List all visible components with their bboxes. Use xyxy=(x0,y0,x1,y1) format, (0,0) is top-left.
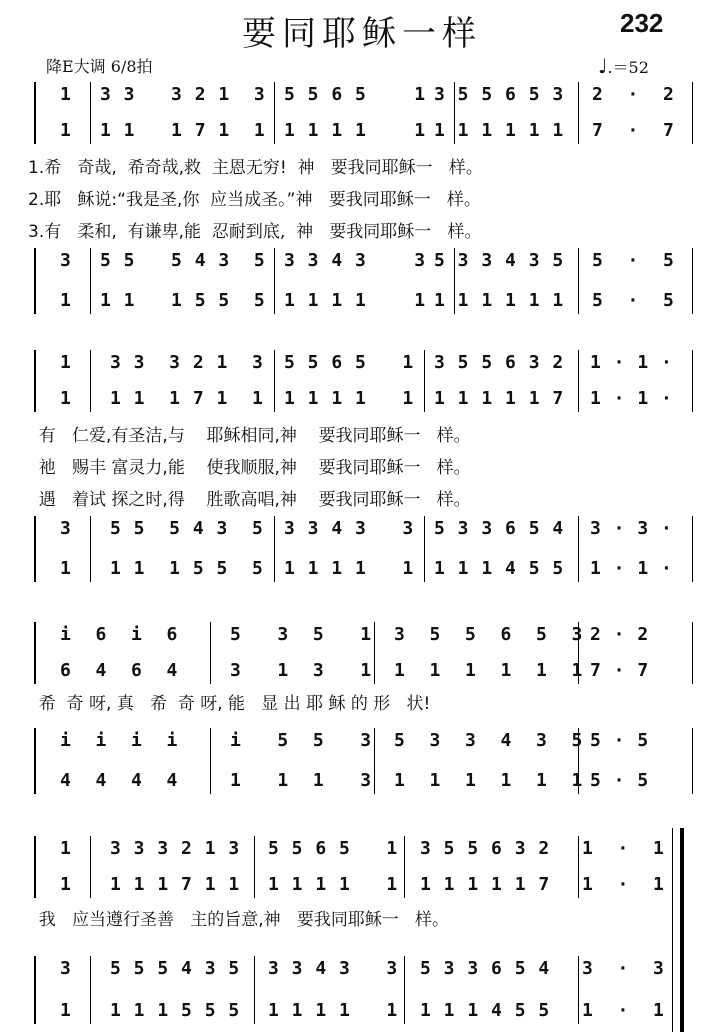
measure-notes: 1 1 1 1 1 1 xyxy=(434,290,565,311)
lyric-line: 希 奇 呀, 真 希 奇 呀, 能 显 出 耶 稣 的 形 状! xyxy=(28,694,431,714)
notation-line xyxy=(34,350,690,376)
notation-line xyxy=(34,386,690,412)
barline xyxy=(692,622,693,684)
notation-line xyxy=(34,556,690,582)
notation-line xyxy=(34,118,690,144)
notation-line xyxy=(34,768,690,794)
measure-notes: 1 · 1 · xyxy=(590,558,673,579)
measure-notes: 1 · 1 xyxy=(582,838,665,859)
measure-notes: 1 xyxy=(60,290,72,311)
tempo-value: .＝52 xyxy=(607,58,649,77)
measure-notes: 5 · 5 xyxy=(592,290,675,311)
measure-notes: 5 5 5 4 3 5 xyxy=(100,250,266,271)
measure-notes: 5 3 3 4 3 5 xyxy=(434,250,565,271)
barline xyxy=(692,82,693,144)
measure-notes: 5 · 5 xyxy=(590,770,650,791)
measure-notes: 1 xyxy=(60,838,72,859)
measure-notes: 5 5 5 4 3 5 xyxy=(110,518,264,539)
dotted-quarter-note-icon: ♩ xyxy=(598,54,608,78)
measure-notes: 1 xyxy=(60,120,72,141)
measure-notes: 1 xyxy=(60,352,72,373)
measure-notes: 3 5 5 6 5 3 xyxy=(434,84,565,105)
tempo-marking xyxy=(598,54,649,78)
lyric-line: 祂 赐丰 富灵力,能 使我顺服,神 要我同耶稣一 样。 xyxy=(28,458,471,478)
measure-notes: 5 3 3 6 5 4 xyxy=(434,518,565,539)
lyric-line: 3.有 柔和, 有谦卑,能 忍耐到底, 神 要我同耶稣一 样。 xyxy=(28,222,482,242)
measure-notes: 3 3 4 3 3 xyxy=(284,518,415,539)
hymn-number: 232 xyxy=(620,8,664,38)
measure-notes: 1 1 1 1 1 1 xyxy=(394,660,584,681)
measure-notes: 3 3 3 2 1 3 xyxy=(110,352,264,373)
measure-notes: 7 · 7 xyxy=(590,660,650,681)
measure-notes: 1 1 1 7 1 1 xyxy=(110,874,241,895)
measure-notes: 1 1 1 7 1 1 xyxy=(100,120,266,141)
measure-notes: 5 3 3 4 3 5 xyxy=(394,730,584,751)
measure-notes: 1 1 1 1 1 7 xyxy=(420,874,551,895)
measure-notes: 3 5 5 6 3 2 xyxy=(420,838,551,859)
measure-notes: 1 1 1 4 5 5 xyxy=(434,558,565,579)
measure-notes: 4 4 4 4 xyxy=(60,770,179,791)
measure-notes: 1 1 1 1 1 1 xyxy=(394,770,584,791)
measure-notes: 5 · 5 xyxy=(592,250,675,271)
music-system xyxy=(28,350,690,584)
measure-notes: 1 · 1 · xyxy=(590,352,673,373)
notation-line xyxy=(34,728,690,754)
measure-notes: 3 · 3 · xyxy=(590,518,673,539)
measure-notes: 1 xyxy=(60,1000,72,1021)
notation-line xyxy=(34,872,690,898)
notation-line xyxy=(34,248,690,274)
measure-notes: 3 · 3 xyxy=(582,958,665,979)
measure-notes: 3 xyxy=(60,958,72,979)
measure-notes: 1 1 1 1 1 xyxy=(284,558,415,579)
barline xyxy=(692,516,693,582)
music-system xyxy=(28,836,690,1026)
measure-notes: 1 · 1 xyxy=(582,874,665,895)
measure-notes: 1 · 1 xyxy=(582,1000,665,1021)
lyric-line: 遇 着试 探之时,得 胜歌高唱,神 要我同耶稣一 样。 xyxy=(28,490,471,510)
measure-notes: 6 4 6 4 xyxy=(60,660,179,681)
lyric-line: 1.希 奇哉, 希奇哉,救 主恩无穷! 神 要我同耶稣一 样。 xyxy=(28,158,483,178)
measure-notes: 1 1 1 4 5 5 xyxy=(420,1000,551,1021)
hymn-title: 要同耶稣一样 xyxy=(242,14,482,54)
measure-notes: 2 · 2 xyxy=(592,84,675,105)
measure-notes: 1 1 1 7 1 1 xyxy=(110,388,264,409)
measure-notes: 2 · 2 xyxy=(590,624,650,645)
barline xyxy=(692,728,693,794)
barline xyxy=(692,350,693,412)
measure-notes: 1 1 1 1 1 xyxy=(268,874,399,895)
measure-notes: 3 1 3 1 xyxy=(230,660,373,681)
notation-line xyxy=(34,82,690,108)
music-system xyxy=(28,622,690,796)
measure-notes: 5 3 5 1 xyxy=(230,624,373,645)
measure-notes: 1 1 1 1 1 xyxy=(284,388,415,409)
measure-notes: 7 · 7 xyxy=(592,120,675,141)
measure-notes: i 6 i 6 xyxy=(60,624,179,645)
measure-notes: i i i i xyxy=(60,730,179,751)
measure-notes: 3 5 5 6 5 3 xyxy=(394,624,584,645)
lyric-line: 我 应当遵行圣善 主的旨意,神 要我同耶稣一 样。 xyxy=(28,910,450,930)
measure-notes: 1 1 1 1 1 7 xyxy=(434,388,565,409)
measure-notes: 1 xyxy=(60,84,72,105)
notation-line xyxy=(34,956,690,982)
measure-notes: 1 xyxy=(60,388,72,409)
measure-notes: 3 3 4 3 3 xyxy=(284,250,427,271)
lyric-line: 2.耶 稣说:“我是圣,你 应当成圣。”神 要我同耶稣一 样。 xyxy=(28,190,481,210)
measure-notes: 5 3 3 6 5 4 xyxy=(420,958,551,979)
measure-notes: 5 5 6 5 1 xyxy=(284,352,415,373)
measure-notes: 3 3 4 3 3 xyxy=(268,958,399,979)
lyric-line: 有 仁爱,有圣洁,与 耶稣相同,神 要我同耶稣一 样。 xyxy=(28,426,471,446)
measure-notes: 3 xyxy=(60,250,72,271)
measure-notes: 5 5 6 5 1 xyxy=(284,84,427,105)
barline xyxy=(692,248,693,314)
measure-notes: 5 5 5 4 3 5 xyxy=(110,958,241,979)
measure-notes: 3 5 5 6 3 2 xyxy=(434,352,565,373)
measure-notes: 3 3 3 2 1 3 xyxy=(100,84,266,105)
notation-line xyxy=(34,836,690,862)
measure-notes: 1 1 1 5 5 5 xyxy=(110,558,264,579)
measure-notes: 1 1 1 1 1 1 xyxy=(434,120,565,141)
notation-line xyxy=(34,998,690,1024)
key-and-time-signature: 降E大调 6/8拍 xyxy=(46,57,153,76)
measure-notes: 1 1 1 1 1 xyxy=(284,120,427,141)
measure-notes: 1 1 1 1 1 xyxy=(268,1000,399,1021)
music-system xyxy=(28,82,690,316)
measure-notes: 1 xyxy=(60,558,72,579)
measure-notes: 3 xyxy=(60,518,72,539)
measure-notes: 1 1 1 5 5 5 xyxy=(100,290,266,311)
notation-line xyxy=(34,622,690,648)
measure-notes: 1 xyxy=(60,874,72,895)
measure-notes: 5 5 6 5 1 xyxy=(268,838,399,859)
measure-notes: 1 1 1 3 xyxy=(230,770,373,791)
notation-line xyxy=(34,658,690,684)
measure-notes: i 5 5 3 xyxy=(230,730,373,751)
notation-line xyxy=(34,288,690,314)
measure-notes: 1 1 1 1 1 xyxy=(284,290,427,311)
measure-notes: 5 · 5 xyxy=(590,730,650,751)
measure-notes: 3 3 3 2 1 3 xyxy=(110,838,241,859)
measure-notes: 1 · 1 · xyxy=(590,388,673,409)
measure-notes: 1 1 1 5 5 5 xyxy=(110,1000,241,1021)
notation-line xyxy=(34,516,690,542)
